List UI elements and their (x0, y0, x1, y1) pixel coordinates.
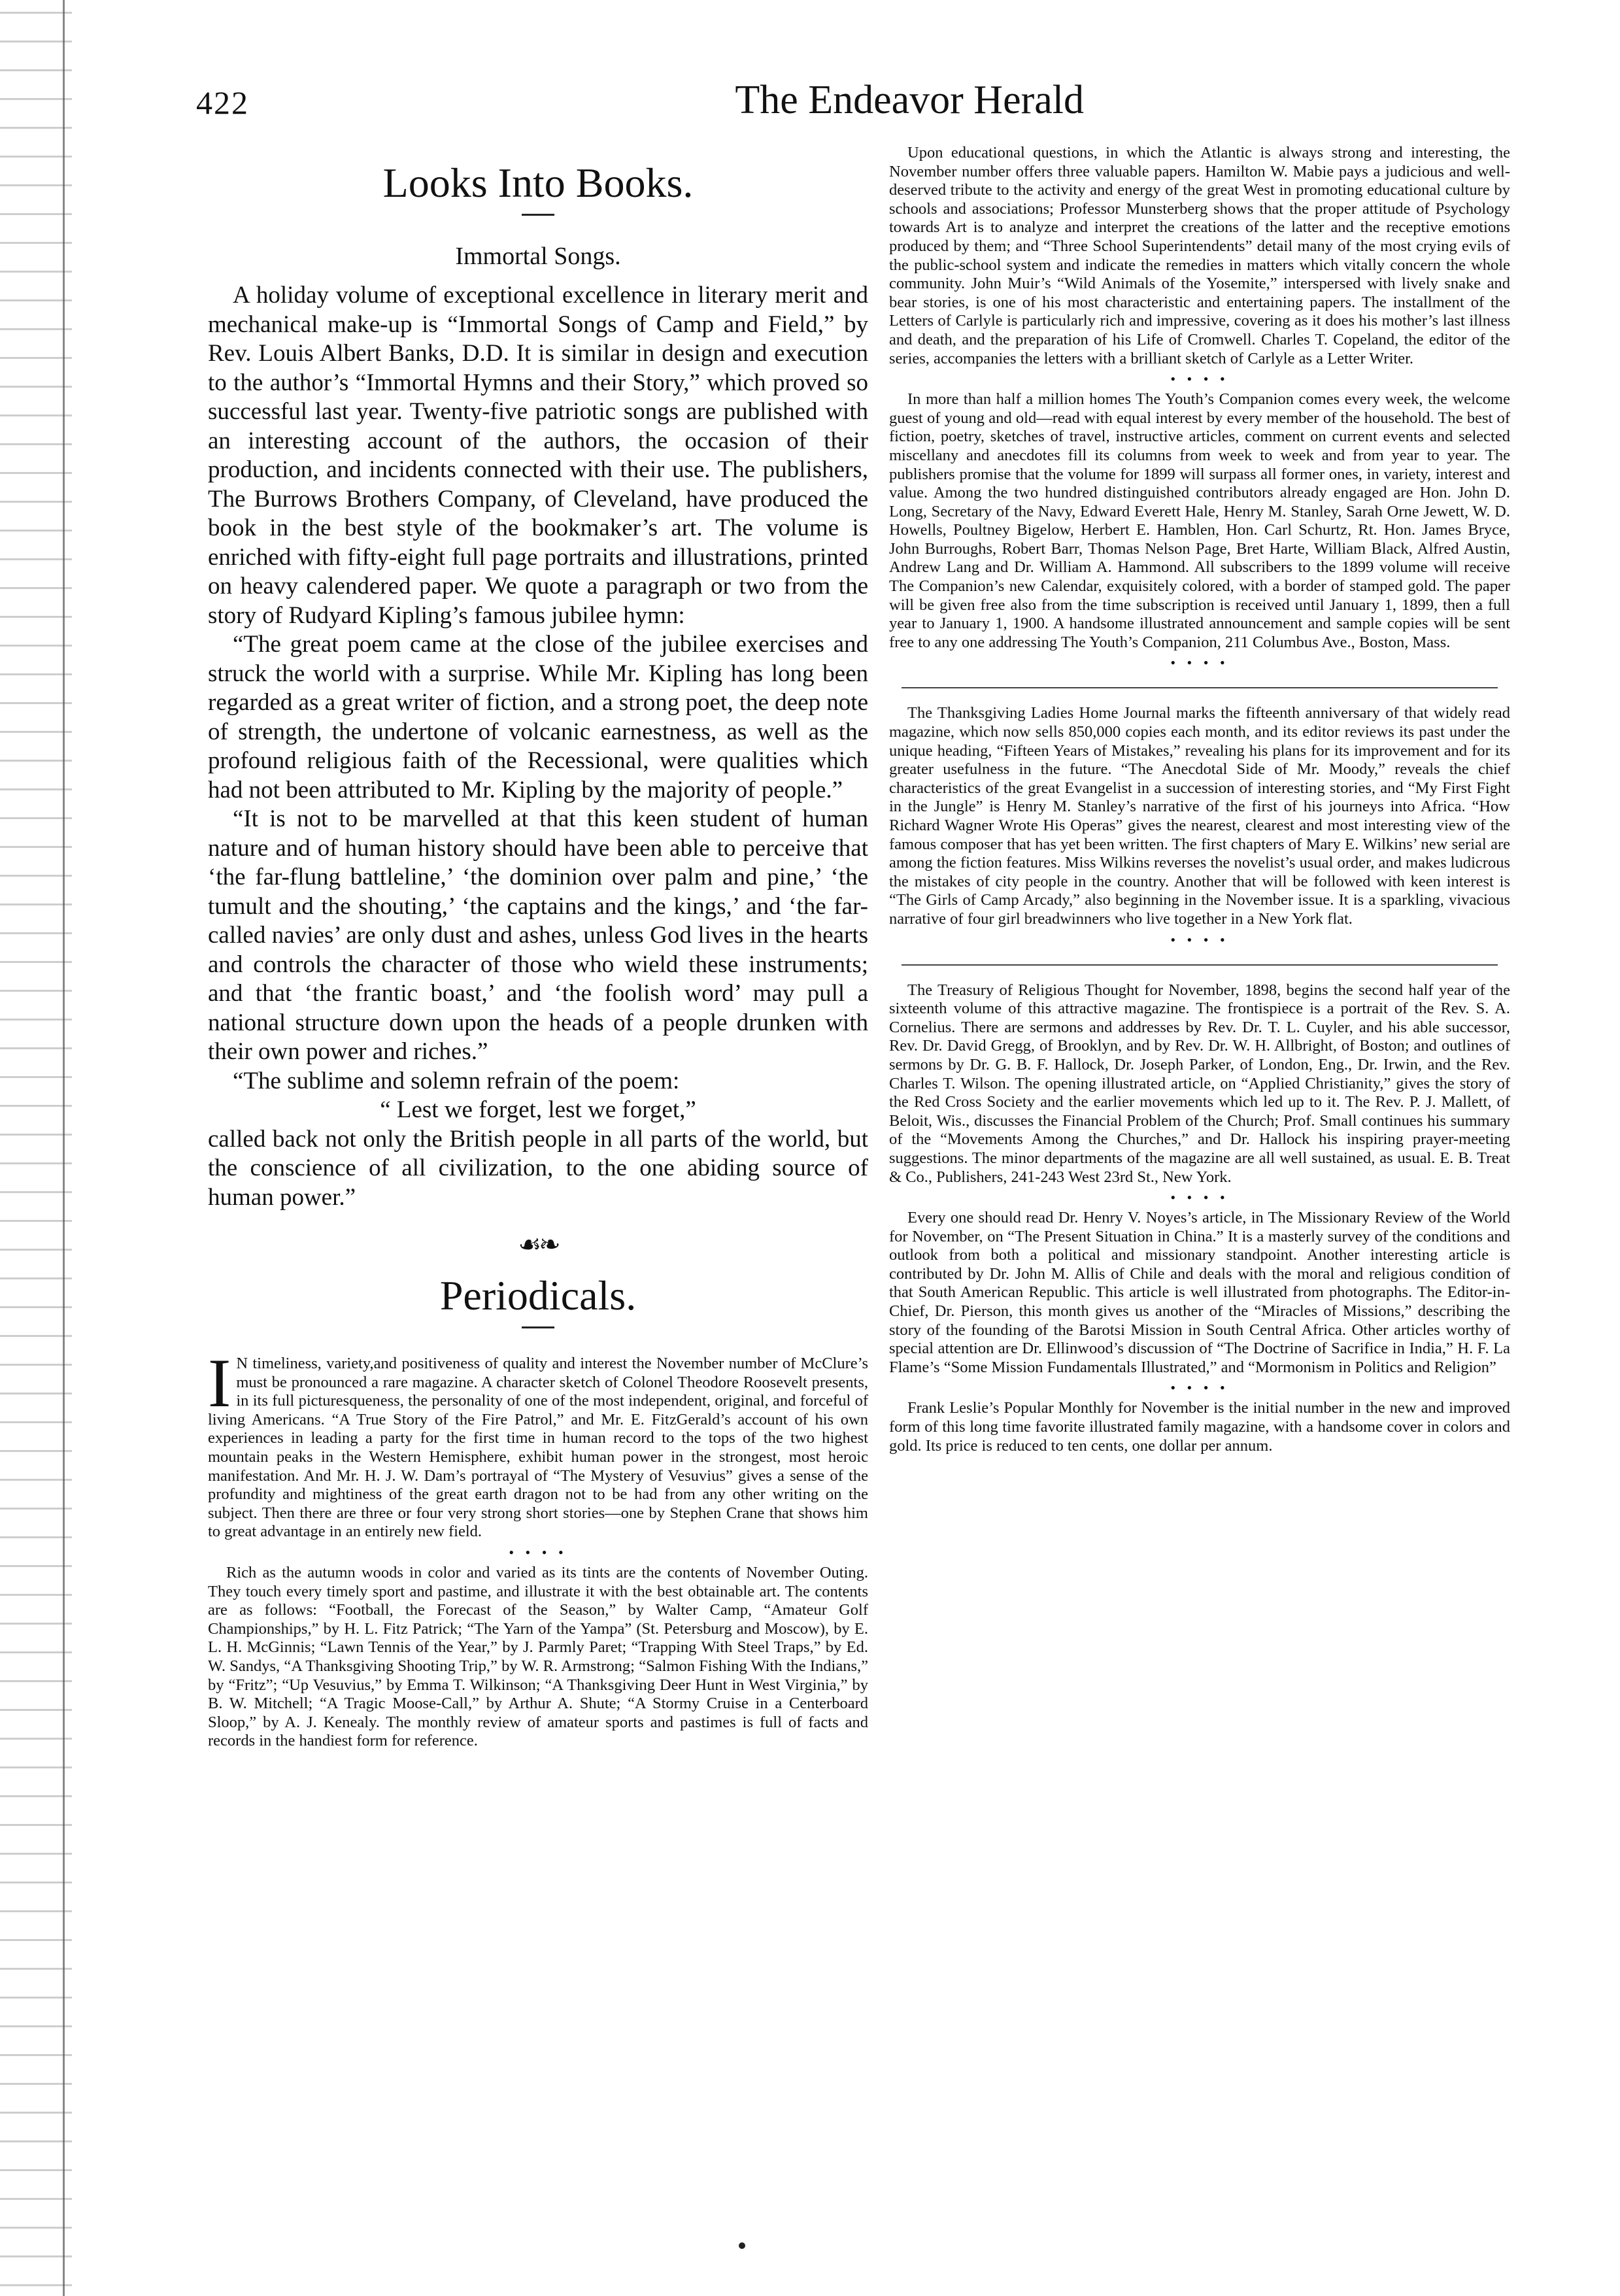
separator-dots: • • • • (509, 1544, 567, 1561)
footer-dot (739, 2242, 745, 2249)
mcclures-paragraph (208, 1345, 868, 1542)
books-article (208, 281, 868, 1212)
books-paragraph: “The sublime and solemn refrain of the poem: (233, 1067, 680, 1094)
books-closing: called back not only the British people in all parts of the world, but the conscience of all civilization, to the one abiding source of human power.” (208, 1125, 868, 1211)
separator-dots: • • • • (1170, 931, 1229, 948)
right-column (889, 144, 1510, 1455)
books-paragraph: “The great poem came at the close of the jubilee exercises and struck the world with a surprise. While Mr. Kipling has long been regarded as a great writer of fiction, and a strong poet, the deep note of strength, the undertone of volcanic earnestness, as well as the profound religious faith of the Recessional, were qualities which had not been attributed to Mr. Kipling by the majority of people.” (208, 631, 868, 803)
poem-refrain: “ Lest we forget, lest we forget,” (380, 1096, 696, 1123)
binding-line (63, 0, 65, 2296)
title-rule (522, 1326, 554, 1328)
drop-cap: I (208, 1345, 231, 1421)
separator-dots: • • • • (1170, 371, 1229, 388)
journal-title: The Endeavor Herald (735, 78, 1084, 122)
books-section-title: Looks Into Books. (382, 160, 694, 206)
column-rule (902, 687, 1498, 688)
books-paragraph: “It is not to be marvelled at that this keen student of human nature and of human history should have been able to perceive that ‘the far-flung battleline,’ ‘the dominion over palm and pine,’ ‘the tumult and the shouting,’ ‘the captains and the kings,’ and ‘the far-called navies’ are only dust and ashes, unless God lives in the hearts and controls the character of those who wield these instruments; and that ‘the frantic boast,’ and ‘the foolish word’ may pull a national structure down upon the heads of a people drunken with their own power and riches.” (208, 805, 868, 1065)
binding-edge (0, 0, 72, 2296)
page-number: 422 (196, 84, 249, 121)
left-column (208, 147, 868, 1751)
separator-dots: • • • • (1170, 1379, 1229, 1396)
frank-leslies-paragraph: Frank Leslie’s Popular Monthly for November is the initial number in the new and improved form of this long time favorite illustrated family magazine, with a handsome cover in colors and gold. Its price is reduced to ten cents, one dollar per annum. (889, 1399, 1510, 1455)
separator-dots: • • • • (1170, 654, 1229, 671)
outing-paragraph: Rich as the autumn woods in color and varied as its tints are the contents of November Outing. They touch every timely sport and pastime, and illustrate it with the best obtainable art. The contents are as follows: “Football, the Forecast of the Season,” by Walter Camp, “Amateur Golf Championships,” by H. L. Fitz Patrick; “The Yarn of the Yampa” (St. Petersburg and Moscow), by E. L. H. McGinnis; “Lawn Tennis of the Year,” by J. Parmly Paret; “Trapping With Steel Traps,” by Ed. W. Sandys, “A Thanksgiving Shooting Trip,” by W. R. Armstrong; “Salmon Fishing With the Indians,” by “Fritz”; “Up Vesuvius,” by Emma T. Wilkinson; “A Thanksgiving Deer Hunt in West Virginia,” by B. W. Mitchell; “A Tragic Moose-Call,” by Arthur A. Shute; “A Stormy Cruise in a Centerboard Sloop,” by A. J. Kenealy. The monthly review of amateur sports and pastimes is full of facts and records in the handiest form for reference. (208, 1563, 868, 1750)
books-paragraph: A holiday volume of exceptional excellence in literary merit and mechanical make-up is “Immortal Songs of Camp and Field,” by Rev. Louis Albert Banks, D.D. It is similar in design and execution to the author’s “Immortal Hymns and their Story,” which proved so successful last year. Twenty-five patriotic songs are published with an interesting account of the authors, the occasion of their production, and incidents connected with their use. The publishers, The Burrows Brothers Company, of Cleveland, have produced the book in the best style of the bookmaker’s art. The volume is enriched with fifty-eight full page portraits and illustrations, printed on heavy calendered paper. We quote a paragraph or two from the story of Rudyard Kipling’s famous jubilee hymn: (208, 282, 868, 629)
column-rule (902, 964, 1498, 966)
periodicals-section-title: Periodicals. (439, 1272, 637, 1319)
title-rule (522, 214, 554, 216)
missionary-review-paragraph: Every one should read Dr. Henry V. Noyes’s article, in The Missionary Review of the World for November, on “The Present Situation in China.” It is a masterly survey of the conditions and outlook from both a political and missionary standpoint. Another interesting article is contributed by Dr. John M. Allis of Chile and deals with the moral and religious condition of that South American Republic. This article is well illustrated from photographs. The Editor-in-Chief, Dr. Pierson, this month gives us another of the “Miracles of Missions,” describing the story of the founding of the Barotsi Mission in South Central Africa. Other articles worthy of special attention are Dr. Ellinwood’s discussion of “The Doctrine of Sacrifice in India,” H. F. La Flame’s “Some Mission Fundamentals Illustrated,” and “Mormonism in Politics and Religion” (889, 1209, 1510, 1376)
books-subtitle: Immortal Songs. (455, 243, 621, 270)
periodicals-right (889, 144, 1510, 1455)
mcclures-text: N timeliness, variety,and positiveness of quality and interest the November number of McClure’s must be pronounced a rare magazine. A character sketch of Colonel Theodore Roosevelt presents, in its full picturesqueness, the personality of one of the most independent, original, and forceful of living Americans. “A True Story of the Fire Patrol,” and Mr. E. FitzGerald’s account of his own experiences in leading a party for the first time in human record to the tops of the two highest mountain peaks in the Western Hemisphere, exhibit human power in the strongest, most heroic manifestation. And Mr. H. J. W. Dam’s portrayal of “The Mystery of Vesuvius” gives a sense of the profundity and mightiness of the great earth dragon not to be had from any other writing on the subject. Then there are three or four very strong short stories—one by Stephen Crane that shows him to great advantage in an entirely new field. (208, 1355, 868, 1541)
ornament-icon: ☙❧ (518, 1230, 558, 1259)
atlantic-paragraph: Upon educational questions, in which the Atlantic is always strong and interesting, the November number offers three valuable papers. Hamilton W. Mabie pays a judicious and well-deserved tribute to the activity and energy of the great West in promoting educational culture by schools and associations; Professor Munsterberg shows that the proper attitude of Psychology towards Art is to analyze and interpret the creations of the latter and the receptive emotions produced by them; and “Three School Superintendents” detail many of the most crying evils of the public-school system and indicate the remedies in matters which vitally concern the whole community. John Muir’s “Wild Animals of the Yosemite,” interspersed with lively snake and bear stories, is one of his most characteristic and entertaining papers. The installment of the Letters of Carlyle is particularly rich and impressive, covering as it does his mother’s last illness and death, and the preparation of his Life of Cromwell. Charles T. Copeland, the editor of the series, accompanies the letters with a brilliant sketch of Carlyle as a Letter Writer. (889, 144, 1510, 367)
treasury-paragraph: The Treasury of Religious Thought for November, 1898, begins the second half year of the sixteenth volume of this attractive magazine. The frontispiece is a portrait of the Rev. S. A. Cornelius. There are sermons and addresses by Rev. Dr. T. L. Cuyler, and his able successor, Rev. Dr. David Gregg, of Brooklyn, and by Rev. Dr. W. H. Allbright, of Boston; and outlines of sermons by Dr. G. B. F. Hallock, Dr. Joseph Parker, of London, Eng., Dr. Irwin, and the Rev. Charles T. Wilson. The opening illustrated article, on “Applied Christianity,” gives the story of the Red Cross Society and the earlier movements which led up to it. The Rev. P. J. Mallett, of Beloit, Wis., discusses the Financial Problem of the Church; Prof. Small continues his summary of the “Movements Among the Churches,” and Dr. Hallock his inspiring prayer-meeting suggestions. The minor departments of the magazine are all well sustained, as usual. E. B. Treat & Co., Publishers, 241-243 West 23rd St., New York. (889, 981, 1510, 1186)
ladies-home-journal-paragraph: The Thanksgiving Ladies Home Journal marks the fifteenth anniversary of that widely read magazine, which now sells 850,000 copies each month, and its editor reviews its past under the unique heading, “Fifteen Years of Mistakes,” revealing his plans for its improvement and for its greater usefulness in the future. “The Anecdotal Side of Mr. Moody,” reveals the chief characteristics of the great Evangelist in a succession of interesting stories, and “My First Fight in the Jungle” is Henry M. Stanley’s narrative of the first of his journeys into Africa. “How Richard Wagner Wrote His Operas” gives the nearest, clearest and most interesting view of the famous composer that has yet been written. The first chapters of Mary E. Wilkins’ new serial are among the fiction features. Miss Wilkins reverses the novelist’s usual order, and makes ludicrous the mistakes of city people in the country. Another that will be followed with keen interest is “The Girls of Camp Arcady,” also beginning in the November issue. It is a sparkling, vivacious narrative of four girl breadwinners who live together in a New York flat. (889, 704, 1510, 928)
periodicals-left (208, 1345, 868, 1751)
youths-companion-paragraph: In more than half a million homes The Youth’s Companion comes every week, the welcome guest of young and old—read with equal interest by every member of the household. The best of fiction, poetry, sketches of travel, instructive articles, comment on current events and selected miscellany and anecdotes fill its columns from week to week and from year to year. The publishers promise that the volume for 1899 will surpass all former ones, in variety, interest and value. Among the two hundred distinguished contributors already engaged are Hon. John D. Long, Secretary of the Navy, Edward Everett Hale, Henry M. Stanley, Sarah Orne Jewett, W. D. Howells, Poultney Bigelow, Herbert E. Hamblen, Hon. Carl Schurtz, Rt. Hon. James Bryce, John Burroughs, Robert Barr, Thomas Nelson Page, Bret Harte, William Black, Alfred Austin, Andrew Lang and Dr. William A. Hammond. All subscribers to the 1899 volume will receive The Companion’s new Calendar, exquisitely colored, with a border of stamped gold. The paper will be given free also from the time subscription is received until January 1, 1899, then a full year to January 1, 1900. A handsome illustrated announcement and sample copies will be sent free to any one addressing The Youth’s Companion, 211 Columbus Ave., Boston, Mass. (889, 390, 1510, 651)
separator-dots: • • • • (1170, 1189, 1229, 1206)
